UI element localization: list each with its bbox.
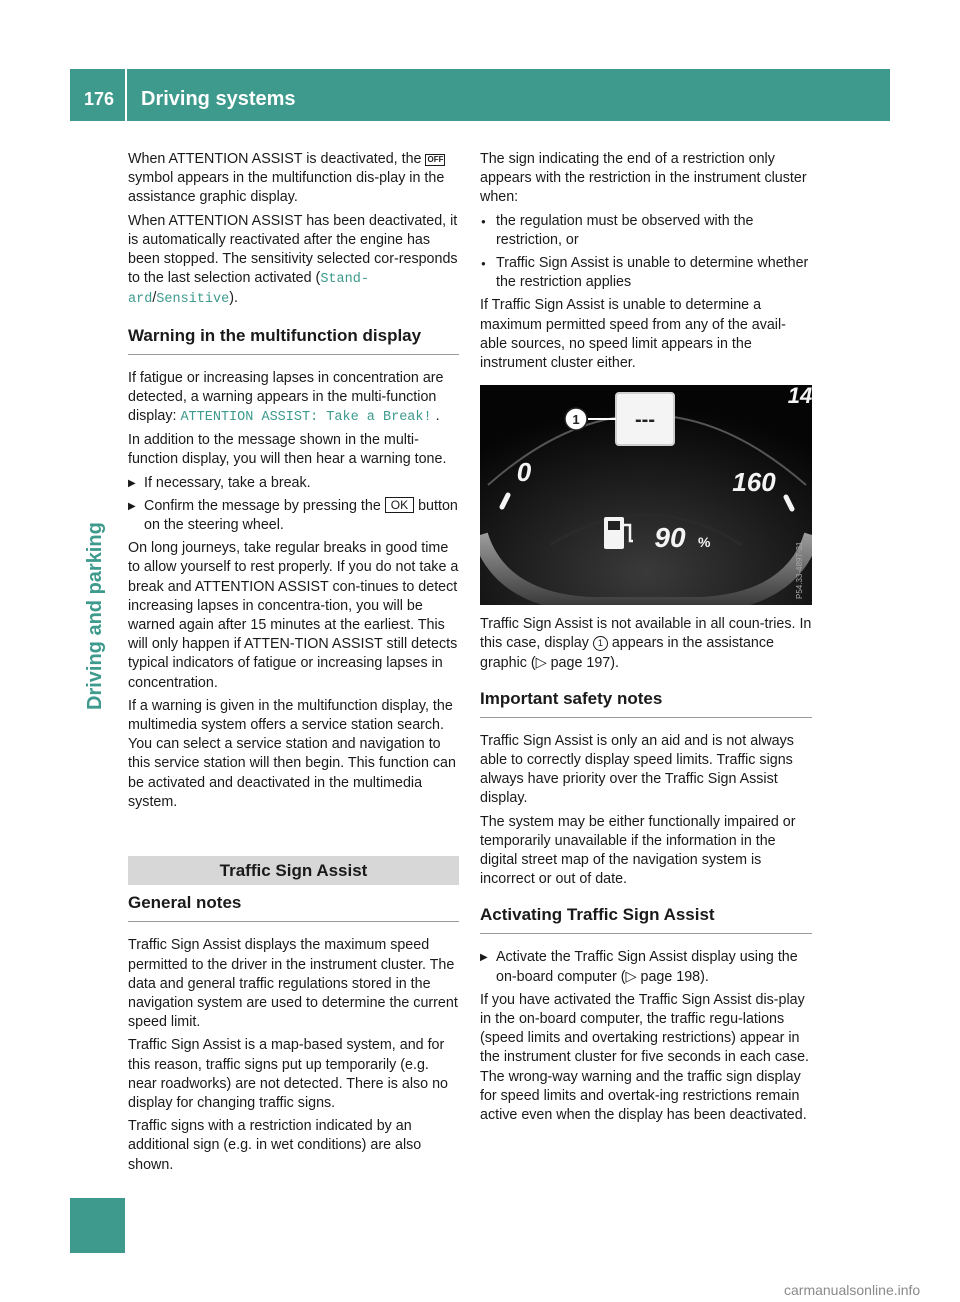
watermark: carmanualsonline.info <box>784 1282 921 1298</box>
paragraph: If you have activated the Traffic Sign Assist dis-play in the on-board computer, the traffic regu-lations (speed limits and overtaking restrictions) appear in the instrument cluster for five seconds in each case. The wrong-way warning and the traffic sign display for speed limits and overtak-ing restrictions remain active even when the display has been deactivated. <box>480 991 809 1124</box>
heading-general-notes: General notes <box>128 893 459 922</box>
paragraph: On long journeys, take regular breaks in good time to allow yourself to rest properly. If you do not take a break and ATTENTION ASSIST con-tinues to detect increasing lapses in concentra-tion, you will be warned again after 15 minutes at the earliest. This will only happen if ATTEN-TION ASSIST still detects typical indicators of fatigue or increasing lapses in concentration. <box>128 540 459 691</box>
paragraph: When ATTENTION ASSIST is deactivated, the OFF symbol appears in the multifunction dis-play in the assistance graphic display. <box>128 151 445 206</box>
bullet-item: ● the regulation must be observed with the restriction, or <box>480 212 812 250</box>
heading-activating: Activating Traffic Sign Assist <box>480 905 812 934</box>
paragraph: When ATTENTION ASSIST has been deactivated, it is automatically reactivated after the engine has been stopped. The sensitivity selected cor-responds to the last selection activated (Stand‐ard/Sensitive). <box>128 212 458 308</box>
paragraph: If Traffic Sign Assist is unable to determine a maximum permitted speed from any of the avail-able sources, no speed limit appears in the instrument cluster either. <box>480 297 786 372</box>
section-title: Driving systems <box>141 88 296 110</box>
fuel-level-value: 90 <box>654 522 686 554</box>
callout-number: 1 <box>572 412 580 428</box>
figure-code: P54.33-4897-31 <box>795 541 804 600</box>
left-column <box>128 150 459 1179</box>
page-reference-link[interactable]: ▷ page 198 <box>625 968 701 985</box>
sensitive-option: Sensitive <box>156 292 230 308</box>
fuel-level-unit: % <box>698 534 711 551</box>
instrument-cluster-image <box>480 385 812 605</box>
page-reference-link[interactable]: ▷ page 197 <box>535 654 611 671</box>
instruction-step: ▶ If necessary, take a break. <box>128 474 459 493</box>
side-tab-label: Driving and parking <box>84 522 106 710</box>
attention-assist-off-icon: OFF <box>427 155 444 164</box>
paragraph: The system may be either functionally impaired or temporarily unavailable if the information in the digital street map of the navigation system is incorrect or out of date. <box>480 813 796 888</box>
paragraph: Traffic signs with a restriction indicated by an additional sign (e.g. in wet conditions) are also shown. <box>128 1118 422 1173</box>
speed-label-160: 160 <box>732 467 776 498</box>
paragraph: Traffic Sign Assist displays the maximum speed permitted to the driver in the instrument cluster. The data and general traffic regulations stored in the navigation system are used to determine the current speed limit. <box>128 937 458 1031</box>
instrument-cluster-figure <box>480 385 812 605</box>
speed-limit-sign-text: --- <box>635 409 655 432</box>
side-tab-marker <box>70 1198 125 1253</box>
display-message: ATTENTION ASSIST: Take a Break! <box>180 410 432 426</box>
right-column <box>480 150 812 1129</box>
speed-label-top: 14 <box>787 385 812 409</box>
standard-option: Stand‐ard <box>128 272 369 308</box>
paragraph: Traffic Sign Assist is a map-based system, and for this reason, traffic signs put up temporarily (e.g. near roadworks) are not detected. There is also no display for changing traffic signs. <box>128 1037 449 1111</box>
header-divider <box>125 69 127 121</box>
paragraph: If a warning is given in the multifunction display, the multimedia system offers a service station search. You can select a service station and navigation to this service station will then begin. This function can be activated and deactivated in the multimedia system. <box>128 697 456 810</box>
heading-safety-notes: Important safety notes <box>480 689 812 718</box>
heading-traffic-sign-assist: Traffic Sign Assist <box>128 856 459 885</box>
instruction-step: ▶ Activate the Traffic Sign Assist display using the on-board computer (▷ page 198). <box>480 948 812 986</box>
heading-warning: Warning in the multifunction display <box>128 326 459 355</box>
paragraph: Traffic Sign Assist is only an aid and is not always able to correctly display speed limits. Traffic signs always have priority over the Traffic Sign Assist display. <box>480 732 794 807</box>
ok-button-icon: OK <box>385 497 414 513</box>
page-number: 176 <box>84 89 115 109</box>
paragraph: The sign indicating the end of a restriction only appears with the restriction in the instrument cluster when: <box>480 151 807 206</box>
speed-label-zero: 0 <box>516 457 532 488</box>
callout-1-icon: 1 <box>593 636 608 651</box>
instruction-step: ▶ Confirm the message by pressing the OK button on the steering wheel. <box>128 497 459 535</box>
bullet-item: ● Traffic Sign Assist is unable to determine whether the restriction applies <box>480 254 812 292</box>
paragraph: Traffic Sign Assist is not available in all coun-tries. In this case, display 1 appears in the assistance graphic (▷ page 197). <box>480 616 812 671</box>
paragraph: In addition to the message shown in the multi-function display, you will then hear a warning tone. <box>128 432 447 468</box>
paragraph: If fatigue or increasing lapses in concentration are detected, a warning appears in the multi-function display: ATTENTION ASSIST: Take a Break! . <box>128 369 444 426</box>
